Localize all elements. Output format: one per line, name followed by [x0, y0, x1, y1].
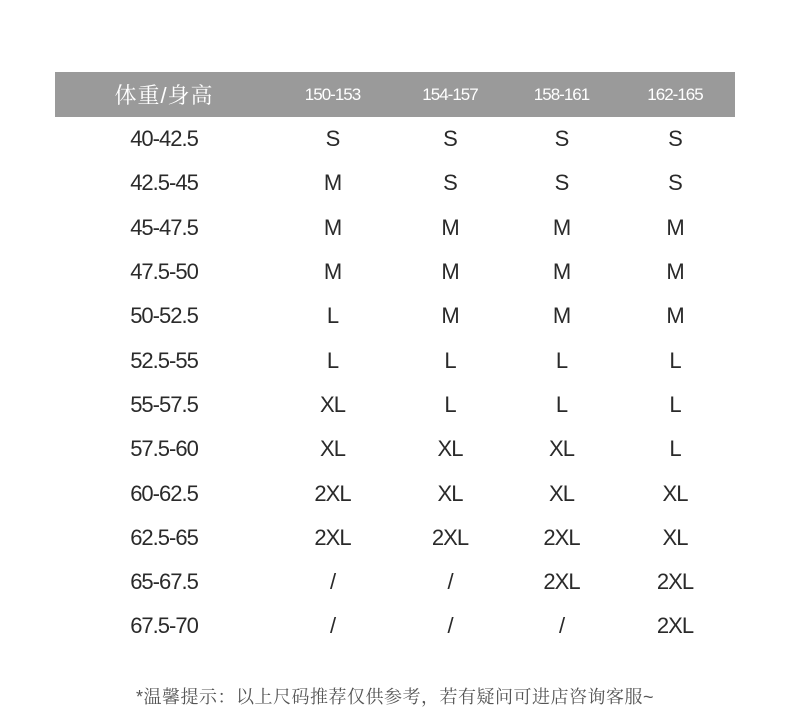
table-row	[55, 206, 735, 250]
weight-range-cell: 40-42.5	[130, 126, 198, 152]
size-cell: /	[447, 613, 453, 639]
size-cell: L	[669, 436, 681, 462]
table-row	[55, 117, 735, 161]
size-cell: S	[443, 170, 457, 196]
size-cell: XL	[320, 436, 345, 462]
weight-range-cell: 62.5-65	[130, 524, 198, 550]
table-row	[55, 294, 735, 338]
size-cell: XL	[662, 480, 688, 506]
table-body	[55, 117, 735, 649]
table-row	[55, 560, 735, 604]
size-cell: L	[555, 347, 568, 373]
size-cell: S	[554, 170, 569, 196]
size-cell: 2XL	[656, 569, 694, 595]
weight-range-cell: 60-62.5	[130, 480, 198, 506]
size-cell: L	[555, 391, 568, 417]
table-row	[55, 604, 735, 648]
size-cell: L	[669, 391, 681, 417]
size-cell: 2XL	[314, 480, 351, 506]
height-column-4: 162-165	[647, 84, 703, 104]
weight-range-cell: 52.5-55	[130, 347, 198, 373]
size-cell: XL	[662, 524, 688, 550]
size-cell: M	[666, 303, 684, 329]
weight-range-cell: 55-57.5	[130, 391, 198, 417]
height-column-2: 154-157	[422, 84, 478, 104]
height-column-1: 150-153	[304, 84, 361, 104]
size-cell: 2XL	[431, 524, 469, 550]
table-row	[55, 471, 735, 515]
height-column-3: 158-161	[533, 84, 590, 104]
footer-tip: *温馨提示：以上尺码推荐仅供参考，若有疑问可进店咨询客服~	[135, 687, 654, 707]
size-cell: L	[326, 347, 339, 373]
size-cell: M	[441, 214, 459, 240]
table-row	[55, 383, 735, 427]
size-cell: L	[326, 303, 339, 329]
table-row	[55, 250, 735, 294]
size-cell: S	[668, 126, 682, 152]
size-cell: XL	[320, 391, 345, 417]
size-cell: M	[552, 259, 571, 285]
size-cell: L	[669, 347, 681, 373]
weight-range-cell: 57.5-60	[130, 436, 198, 462]
size-cell: M	[441, 303, 459, 329]
size-cell: /	[329, 613, 336, 639]
size-cell: M	[323, 170, 342, 196]
weight-range-cell: 45-47.5	[130, 214, 198, 240]
size-cell: XL	[549, 436, 574, 462]
table-row	[55, 427, 735, 471]
size-cell: XL	[437, 480, 463, 506]
size-cell: /	[447, 569, 453, 595]
size-cell: M	[552, 214, 571, 240]
size-recommendation-table	[55, 72, 735, 649]
size-cell: M	[666, 259, 684, 285]
size-cell: M	[552, 303, 571, 329]
size-cell: S	[554, 126, 569, 152]
weight-range-cell: 65-67.5	[130, 569, 198, 595]
size-cell: S	[443, 126, 457, 152]
size-cell: 2XL	[314, 524, 351, 550]
size-cell: S	[668, 170, 682, 196]
table-row	[55, 161, 735, 205]
size-cell: M	[441, 259, 459, 285]
size-cell: XL	[437, 436, 463, 462]
table-row	[55, 516, 735, 560]
size-cell: S	[325, 126, 340, 152]
corner-label: 体重/身高	[114, 83, 214, 108]
weight-range-cell: 42.5-45	[130, 170, 198, 196]
size-cell: L	[444, 347, 456, 373]
size-cell: 2XL	[543, 524, 580, 550]
weight-range-cell: 47.5-50	[130, 259, 198, 285]
size-cell: M	[323, 214, 342, 240]
weight-range-cell: 50-52.5	[130, 303, 198, 329]
size-cell: 2XL	[543, 569, 580, 595]
table-row	[55, 338, 735, 382]
size-cell: /	[329, 569, 336, 595]
size-cell: /	[558, 613, 565, 639]
size-cell: M	[323, 259, 342, 285]
size-cell: XL	[549, 480, 574, 506]
size-cell: M	[666, 214, 684, 240]
weight-range-cell: 67.5-70	[130, 613, 198, 639]
size-cell: L	[444, 391, 456, 417]
table-header-row	[55, 72, 735, 117]
size-cell: 2XL	[656, 613, 694, 639]
